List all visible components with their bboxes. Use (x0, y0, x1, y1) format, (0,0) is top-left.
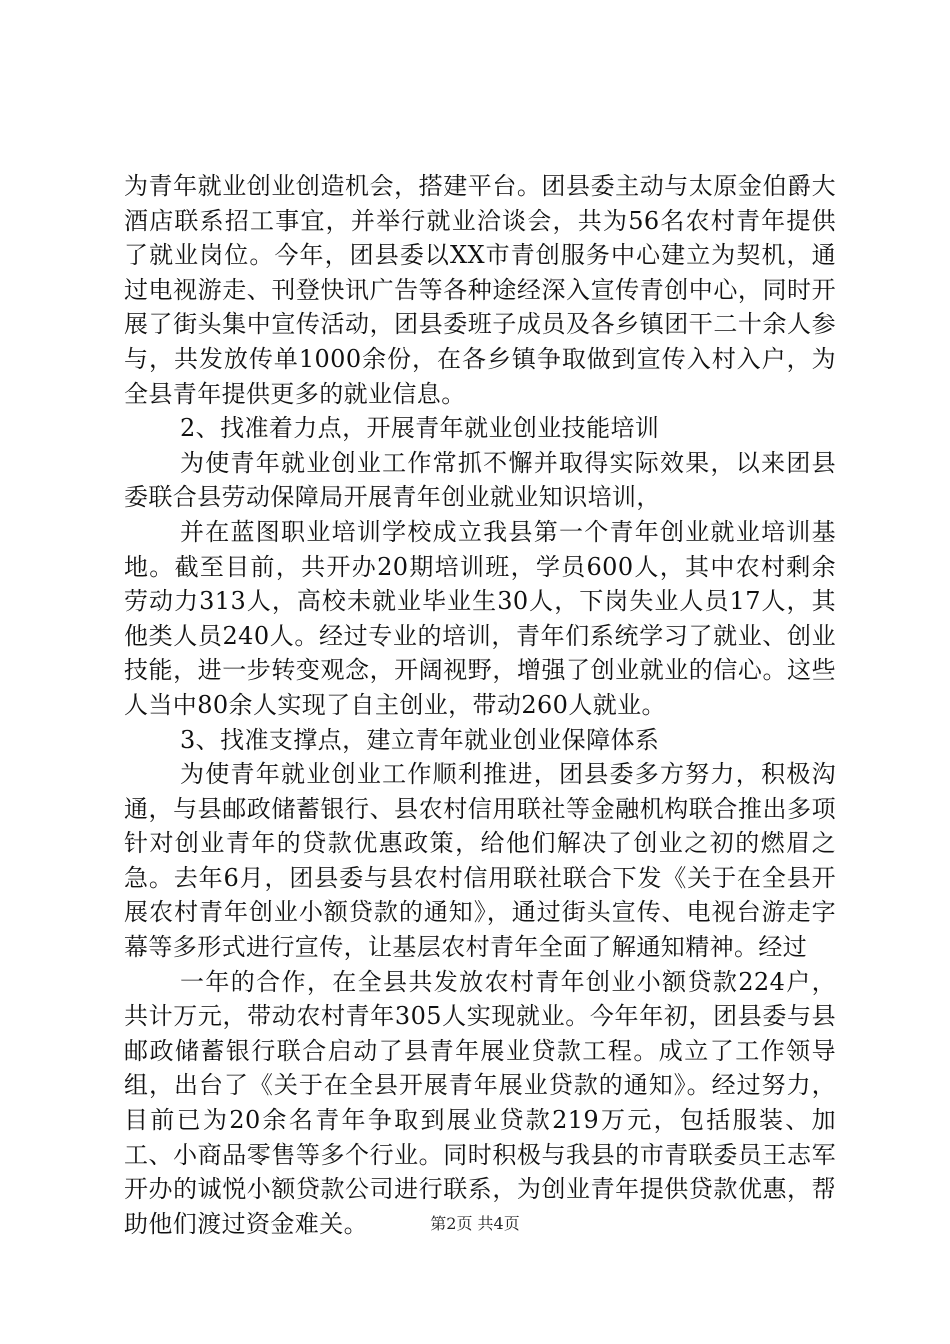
document-body (124, 169, 836, 1241)
paragraph-loan-policy: 为使青年就业创业工作顺利推进，团县委多方努力，积极沟通，与县邮政储蓄银行、县农村信用联社等金融机构联合推出多项针对创业青年的贷款优惠政策，给他们解决了创业之初的燃眉之急。去年6月，团县委与县农村信用联社联合下发《关于在全县开展农村青年创业小额贷款的通知》，通过街头宣传、电视台游走字幕等多形式进行宣传，让基层农村青年全面了解通知精神。经过 (124, 760, 836, 962)
paragraph-loan-results: 一年的合作，在全县共发放农村青年创业小额贷款224户，共计万元，带动农村青年305人实现就业。今年年初，团县委与县邮政储蓄银行联合启动了县青年展业贷款工程。成立了工作领导组，出台了《关于在全县开展青年展业贷款的通知》。经过努力，目前已为20余名青年争取到展业贷款219万元，包括服装、加工、小商品零售等多个行业。同时积极与我县的市青联委员王志军开办的诚悦小额贷款公司进行联系，为创业青年提供贷款优惠，帮助他们渡过资金难关。 (124, 967, 836, 1238)
page-number: 第2页 共4页 (430, 1214, 520, 1233)
section-heading-2: 2、找准着力点，开展青年就业创业技能培训 (180, 414, 660, 443)
paragraph-opening: 为青年就业创业创造机会，搭建平台。团县委主动与太原金伯爵大酒店联系招工事宜，并举行就业洽谈会，共为56名农村青年提供了就业岗位。今年，团县委以XX市青创服务中心建立为契机，通过电视游走、刊登快讯广告等各种途经深入宣传青创中心，同时开展了街头集中宣传活动，团县委班子成员及各乡镇团干二十余人参与，共发放传单1000余份，在各乡镇争取做到宣传入村入户，为全县青年提供更多的就业信息。 (124, 172, 836, 408)
paragraph-training-intro: 为使青年就业创业工作常抓不懈并取得实际效果，以来团县委联合县劳动保障局开展青年创业就业知识培训， (124, 448, 836, 512)
paragraph-training-base: 并在蓝图职业培训学校成立我县第一个青年创业就业培训基地。截至目前，共开办20期培训班，学员600人，其中农村剩余劳动力313人，高校未就业毕业生30人，下岗失业人员17人，其他类人员240人。经过专业的培训，青年们系统学习了就业、创业技能，进一步转变观念，开阔视野，增强了创业就业的信心。这些人当中80余人实现了自主创业，带动260人就业。 (124, 517, 836, 719)
section-heading-3: 3、找准支撑点，建立青年就业创业保障体系 (180, 725, 660, 754)
page-footer (0, 1214, 950, 1234)
